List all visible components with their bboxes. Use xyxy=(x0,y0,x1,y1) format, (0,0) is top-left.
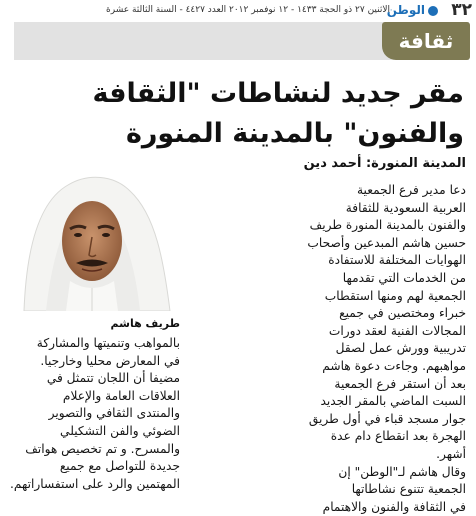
text-line: الهجرة بعد انقطاع دام عدة xyxy=(330,429,466,444)
text-line: من الخدمات التي تقدمها xyxy=(342,270,466,285)
newspaper-logo xyxy=(387,2,438,18)
text-line: الضوئي والفن التشكيلي xyxy=(60,423,180,438)
portrait-photo xyxy=(6,163,177,311)
section-label: ثقافة xyxy=(382,22,470,60)
article-headline xyxy=(12,74,464,154)
page-number: ٣٢ xyxy=(451,0,472,20)
text-line: في المعارض محليا وخارجيا. xyxy=(40,353,180,368)
headline-line-2: والفنون" بالمدينة المنورة xyxy=(125,118,464,149)
text-line: العربية السعودية للثقافة xyxy=(345,200,466,215)
text-line: في الثقافة والفنون والاهتمام xyxy=(322,499,466,514)
text-line: مواهبهم. وجاءت دعوة هاشم xyxy=(322,358,466,373)
text-line: تدريبية وورش عمل لصقل xyxy=(335,341,466,356)
text-line: والمسرح. و تم تخصيص هواتف xyxy=(25,441,180,456)
text-line: العلاقات العامة والإعلام xyxy=(62,388,180,403)
page-header xyxy=(0,0,476,20)
text-line: الهوايات المختلفة للاستفادة xyxy=(328,253,466,268)
text-line: أشهر. xyxy=(436,446,466,461)
logo-mark-icon xyxy=(428,6,438,16)
text-line: بعد أن استقر فرع الجمعية xyxy=(334,376,466,391)
text-line: والفنون بالمدينة المنورة طريف xyxy=(309,218,466,233)
headline-line-1: مقر جديد لنشاطات "الثقافة xyxy=(92,78,464,109)
portrait-illustration xyxy=(6,163,177,311)
text-line: دعا مدير فرع الجمعية xyxy=(356,183,466,197)
text-line: المجالات الفنية لعقد دورات xyxy=(328,323,466,338)
text-line: الجمعية لهم ومنها استقطاب xyxy=(324,288,466,303)
text-line: حسين هاشم المبدعين وأصحاب xyxy=(307,235,466,250)
article-body-right-column xyxy=(188,182,466,516)
photo-caption: طريف هاشم xyxy=(110,317,180,330)
text-line: خبراء ومختصين في جميع xyxy=(339,306,466,321)
text-line: والمنتدى الثقافي والتصوير xyxy=(48,406,180,421)
byline-place: المدينة المنورة: xyxy=(365,156,466,171)
text-line: وقال هاشم لـ"الوطن" إن xyxy=(338,464,466,479)
text-line: جوار مسجد قباء في أول طريق xyxy=(308,411,466,426)
text-line: جديدة للتواصل مع جميع xyxy=(59,459,180,474)
text-line: بالمواهب وتنميتها والمشاركة xyxy=(36,336,180,350)
newspaper-name: الوطن xyxy=(386,3,425,17)
text-line: السبت الماضي بالمقر الجديد xyxy=(320,394,466,409)
text-line: المهتمين والرد على استفساراتهم. xyxy=(10,476,180,491)
byline-author: أحمد دين xyxy=(303,156,362,171)
byline xyxy=(304,156,466,171)
issue-date-line: الاثنين ٢٧ ذو الحجة ١٤٣٣ - ١٢ نوفمبر ٢٠١٢ العدد ٤٤٢٧ - السنة الثالثة عشرة xyxy=(106,5,390,15)
text-line: مضيفا أن اللجان تتمثل في xyxy=(46,371,180,386)
text-line: الجمعية تتنوع نشاطاتها xyxy=(351,482,466,497)
